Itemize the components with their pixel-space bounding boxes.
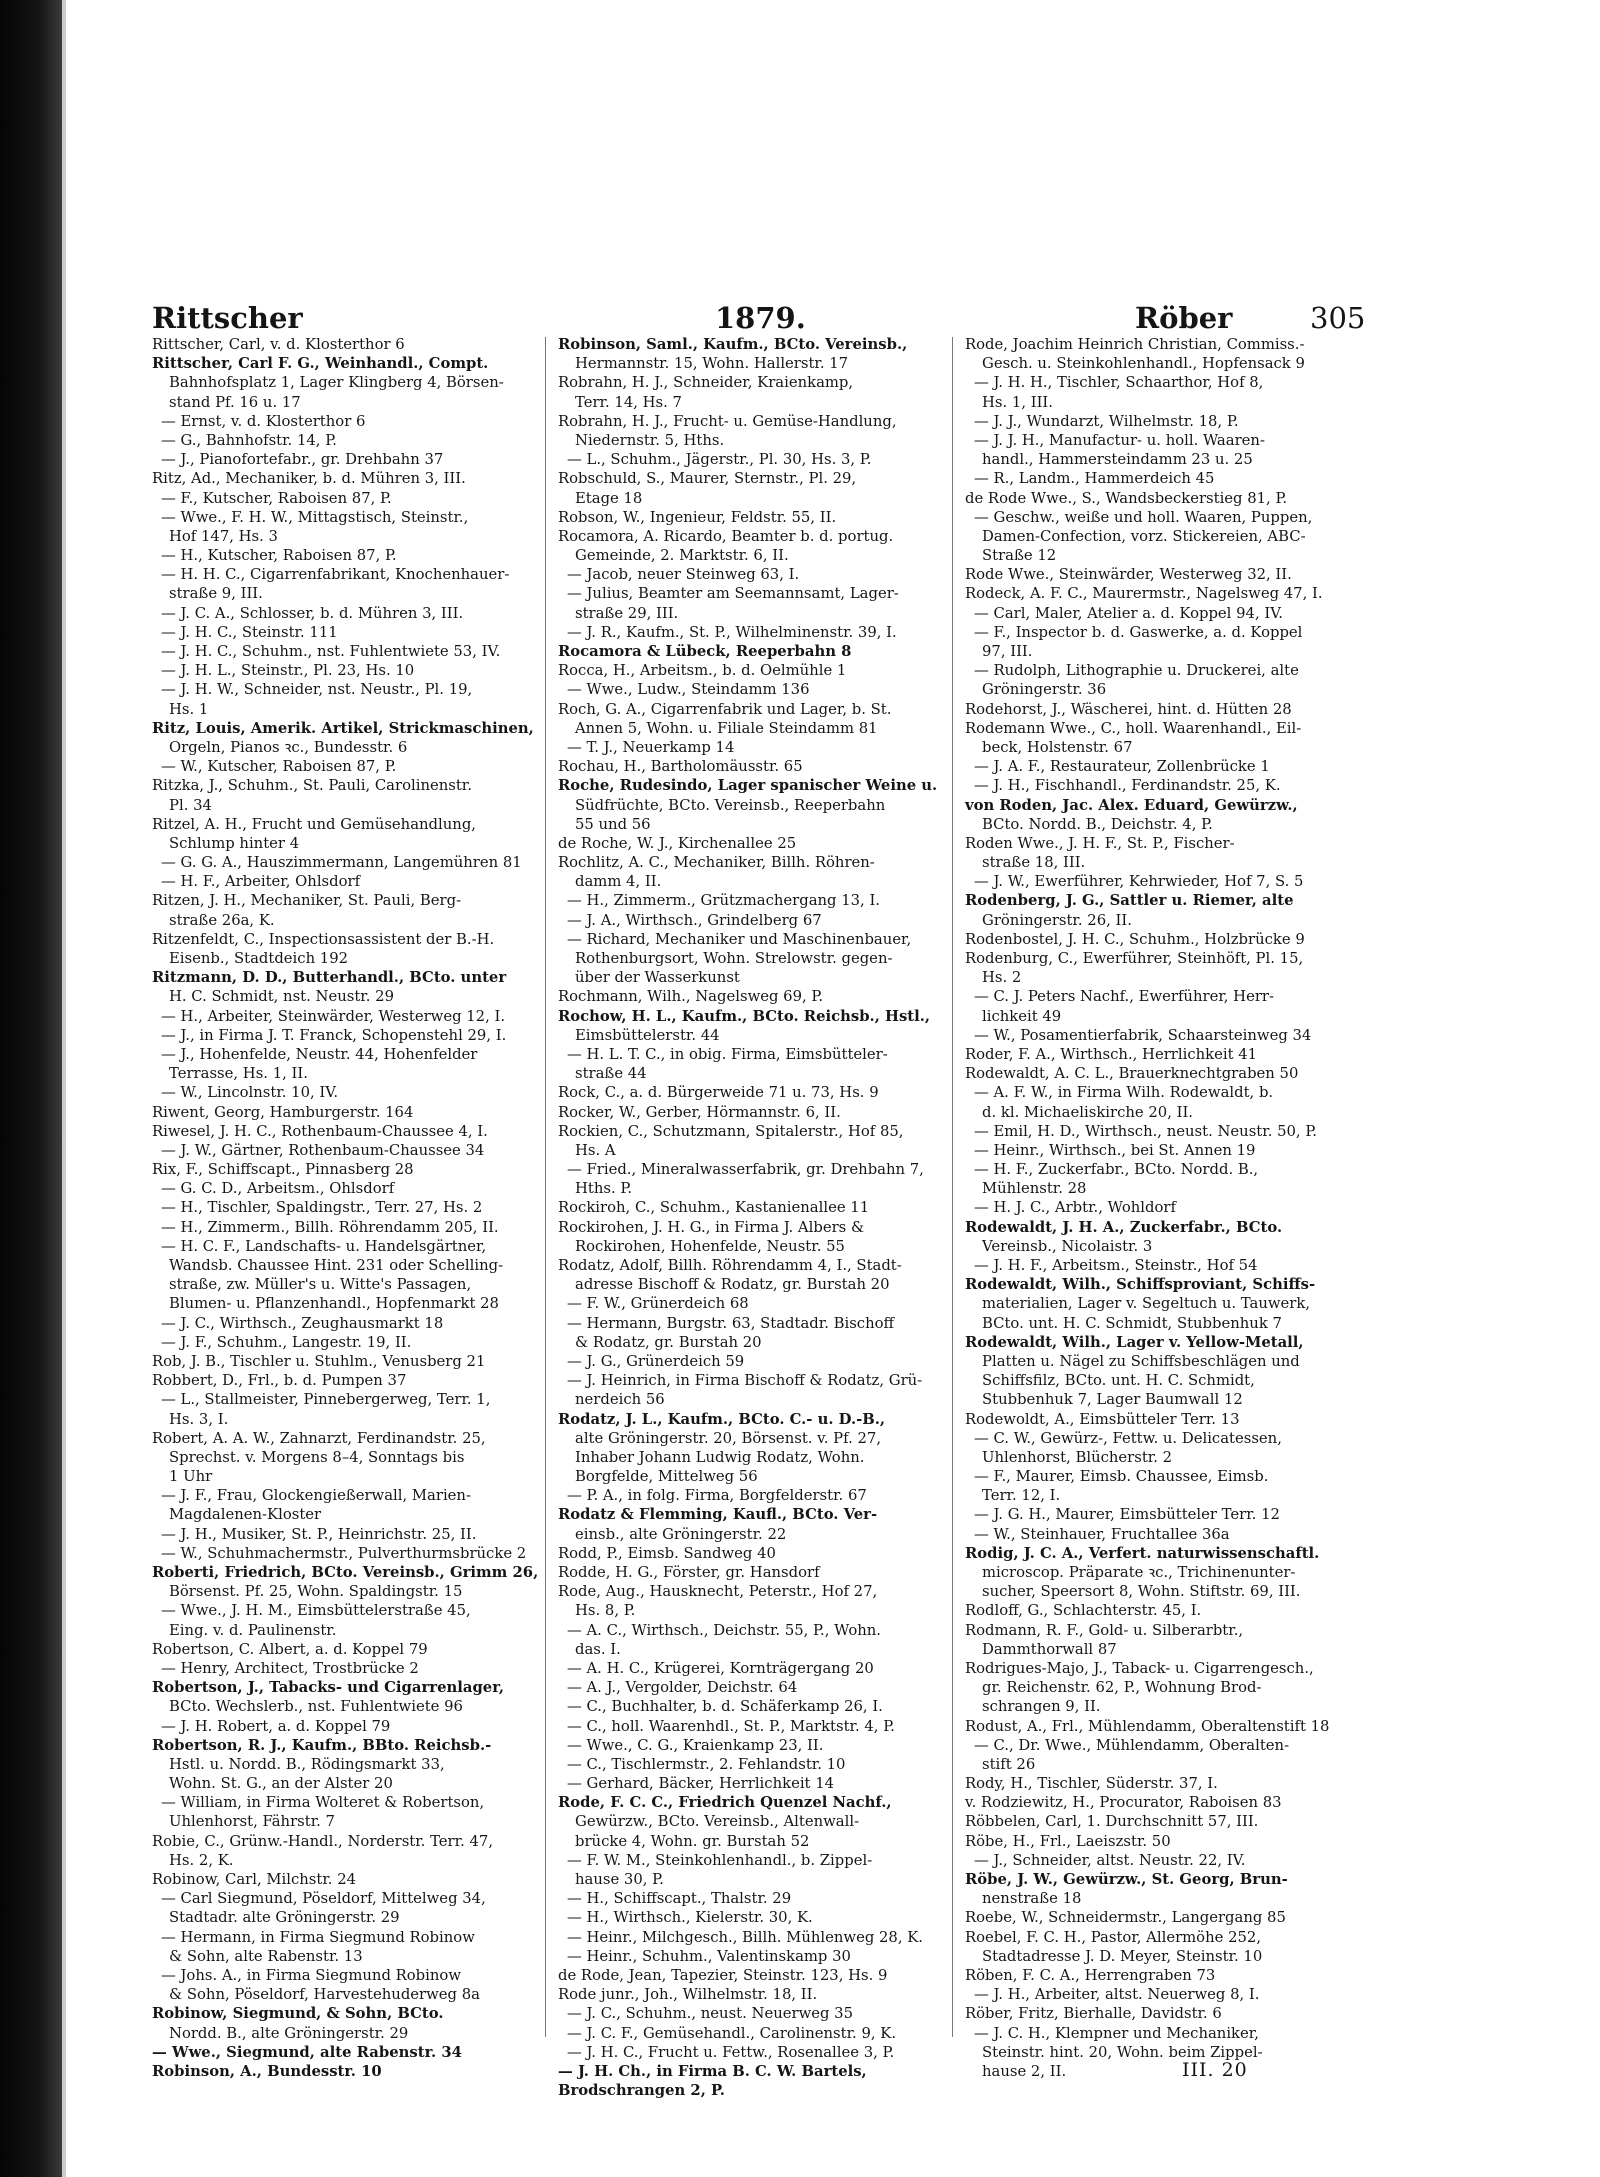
directory-entry-line: Gewürzw., BCto. Vereinsb., Altenwall- [575, 1813, 860, 1831]
directory-entry-line: — Heinr., Wirthsch., bei St. Annen 19 [974, 1141, 1256, 1159]
directory-entry-line: Schlump hinter 4 [169, 834, 300, 852]
directory-entry-line: — A. J., Vergolder, Deichstr. 64 [567, 1679, 798, 1697]
directory-column-2 [558, 335, 938, 2100]
directory-entry-line: Robinson, A., Bundesstr. 10 [152, 2062, 382, 2080]
directory-entry-line: — J. J., Wundarzt, Wilhelmstr. 18, P. [974, 412, 1239, 430]
directory-entry-line: Roder, F. A., Wirthsch., Herrlichkeit 41 [965, 1045, 1258, 1063]
directory-entry-line: — H., Arbeiter, Steinwärder, Westerweg 12, I. [161, 1007, 506, 1025]
directory-entry-line: — H., Zimmerm., Billh. Röhrendamm 205, II. [161, 1218, 499, 1236]
directory-entry-line: Rodrigues-Majo, J., Taback- u. Cigarrengesch., [965, 1659, 1314, 1677]
directory-entry-line: — G., Bahnhofstr. 14, P. [161, 431, 337, 449]
directory-entry-line: — H., Zimmerm., Grützmachergang 13, I. [567, 892, 881, 910]
directory-entry-line: — J. H. Ch., in Firma B. C. W. Bartels, [558, 2062, 867, 2080]
directory-entry-line: Robschuld, S., Maurer, Sternstr., Pl. 29, [558, 470, 857, 488]
column-divider [952, 337, 953, 2037]
directory-entry-line: straße 9, III. [169, 585, 263, 603]
directory-entry-line: — H., Schiffscapt., Thalstr. 29 [567, 1890, 792, 1908]
directory-entry-line: Platten u. Nägel zu Schiffsbeschlägen und [982, 1352, 1300, 1370]
directory-entry-line: Rodde, H. G., Förster, gr. Hansdorf [558, 1564, 820, 1581]
directory-entry-line: — C., Buchhalter, b. d. Schäferkamp 26, I. [567, 1698, 883, 1716]
directory-entry-line: schrangen 9, II. [982, 1698, 1101, 1716]
directory-entry-line: Robson, W., Ingenieur, Feldstr. 55, II. [558, 508, 837, 526]
directory-entry-line: gr. Reichenstr. 62, P., Wohnung Brod- [982, 1679, 1262, 1697]
directory-entry-line: — Wwe., F. H. W., Mittagstisch, Steinstr., [161, 508, 469, 526]
directory-entry-line: — W., Posamentierfabrik, Schaarsteinweg 34 [974, 1026, 1312, 1044]
directory-entry-line: — C., Dr. Wwe., Mühlendamm, Oberalten- [974, 1736, 1290, 1754]
directory-entry-line: Hs. 2 [982, 969, 1022, 987]
directory-entry-line: BCto. Nordd. B., Deichstr. 4, P. [982, 815, 1213, 833]
directory-entry-line: de Roche, W. J., Kirchenallee 25 [558, 834, 797, 852]
directory-entry-line: Bahnhofsplatz 1, Lager Klingberg 4, Börsen- [169, 374, 504, 392]
directory-entry-line: Rock, C., a. d. Bürgerweide 71 u. 73, Hs. 9 [558, 1084, 879, 1102]
directory-entry-line: handl., Hammersteindamm 23 u. 25 [982, 451, 1253, 469]
directory-entry-line: — J. C. H., Klempner und Mechaniker, [974, 2024, 1259, 2042]
directory-entry-line: nerdeich 56 [575, 1391, 665, 1409]
directory-entry-line: Röben, F. C. A., Herrengraben 73 [965, 1966, 1216, 1984]
printer-signature-mark: III. 20 [1182, 2059, 1248, 2081]
directory-entry-line: Hs. 1 [169, 700, 209, 718]
directory-entry-line: — H. F., Zuckerfabr., BCto. Nordd. B., [974, 1161, 1259, 1179]
directory-entry-line: Rochow, H. L., Kaufm., BCto. Reichsb., Hstl., [558, 1007, 931, 1025]
directory-entry-line: d. kl. Michaeliskirche 20, II. [982, 1103, 1194, 1121]
directory-entry-line: — Hermann, Burgstr. 63, Stadtadr. Bischoff [567, 1314, 895, 1332]
directory-page [140, 295, 1410, 2100]
directory-entry-line: Robie, C., Grünw.-Handl., Norderstr. Terr. 47, [152, 1832, 494, 1850]
directory-entry-line: Steinstr. hint. 20, Wohn. beim Zippel- [982, 2043, 1263, 2061]
directory-entry-line: hause 30, P. [575, 1871, 664, 1888]
directory-entry-line: Dammthorwall 87 [982, 1640, 1117, 1658]
directory-entry-line: Hths. P. [575, 1180, 633, 1198]
directory-entry-line: Rittscher, Carl, v. d. Klosterthor 6 [152, 336, 405, 353]
directory-entry-line: — J., Schneider, altst. Neustr. 22, IV. [974, 1851, 1246, 1869]
directory-entry-line: Terr. 14, Hs. 7 [575, 393, 682, 411]
directory-entry-line: Uhlenhorst, Fährstr. 7 [169, 1813, 335, 1831]
directory-entry-line: — F. W., Grünerdeich 68 [567, 1295, 749, 1313]
directory-entry-line: Rodeck, A. F. C., Maurermstr., Nagelsweg 47, I. [965, 585, 1323, 603]
directory-entry-line: Robinow, Carl, Milchstr. 24 [152, 1871, 357, 1888]
directory-entry-line: — A. C., Wirthsch., Deichstr. 55, P., Wohn. [567, 1621, 881, 1639]
directory-entry-line: microscop. Präparate ꝛc., Trichinenunter- [982, 1564, 1296, 1581]
directory-entry-line: — J. H. H., Tischler, Schaarthor, Hof 8, [974, 374, 1264, 392]
directory-entry-line: — C., holl. Waarenhdl., St. P., Marktstr. 4, P. [567, 1717, 895, 1735]
directory-entry-line: — Carl Siegmund, Pöseldorf, Mittelweg 34, [161, 1890, 486, 1908]
directory-entry-line: — J., Hohenfelde, Neustr. 44, Hohenfelder [161, 1045, 478, 1063]
binding-shadow [62, 0, 66, 2177]
directory-entry-line: — J. H., Arbeiter, altst. Neuerweg 8, I. [974, 1986, 1260, 2004]
directory-entry-line: materialien, Lager v. Segeltuch u. Tauwerk, [982, 1295, 1311, 1313]
directory-entry-line: Annen 5, Wohn. u. Filiale Steindamm 81 [575, 719, 878, 737]
running-head-left: Rittscher [152, 301, 303, 335]
directory-entry-line: Ritzmann, D. D., Butterhandl., BCto. unter [152, 969, 507, 987]
directory-entry-line: Hermannstr. 15, Wohn. Hallerstr. 17 [575, 355, 849, 373]
directory-entry-line: Rodehorst, J., Wäscherei, hint. d. Hütten 28 [965, 700, 1292, 718]
directory-entry-line: Rodemann Wwe., C., holl. Waarenhandl., Eil- [965, 719, 1302, 737]
directory-entry-line: Eimsbüttelerstr. 44 [575, 1026, 720, 1044]
directory-entry-line: beck, Holstenstr. 67 [982, 738, 1133, 756]
directory-entry-line: Südfrüchte, BCto. Vereinsb., Reeperbahn [575, 796, 886, 814]
directory-entry-line: Rodenberg, J. G., Sattler u. Riemer, alte [965, 892, 1294, 910]
directory-entry-line: Röbe, H., Frl., Laeiszstr. 50 [965, 1832, 1171, 1850]
directory-entry-line: — Fried., Mineralwasserfabrik, gr. Drehbahn 7, [567, 1161, 924, 1179]
directory-entry-line: Roberti, Friedrich, BCto. Vereinsb., Grimm 26, [152, 1564, 539, 1581]
directory-entry-line: Rocamora & Lübeck, Reeperbahn 8 [558, 643, 852, 660]
directory-entry-line: von Roden, Jac. Alex. Eduard, Gewürzw., [965, 796, 1298, 814]
directory-entry-line: über der Wasserkunst [575, 969, 740, 987]
directory-entry-line: Rocamora, A. Ricardo, Beamter b. d. portug. [558, 527, 894, 545]
directory-entry-line: Ritz, Louis, Amerik. Artikel, Strickmaschinen, [152, 719, 534, 737]
directory-entry-line: — Emil, H. D., Wirthsch., neust. Neustr. 50, P. [974, 1122, 1318, 1140]
directory-entry-line: Roche, Rudesindo, Lager spanischer Weine u. [558, 777, 938, 795]
directory-entry-line: lichkeit 49 [982, 1007, 1062, 1025]
directory-entry-line: Roebel, F. C. H., Pastor, Allermöhe 252, [965, 1928, 1262, 1946]
directory-entry-line: Straße 12 [982, 547, 1057, 565]
directory-entry-line: de Rode Wwe., S., Wandsbeckerstieg 81, P. [965, 489, 1288, 507]
directory-entry-line: Rothenburgsort, Wohn. Strelowstr. gegen- [575, 950, 893, 967]
directory-entry-line: straße 44 [575, 1065, 647, 1083]
directory-entry-line: Rockiroh, C., Schuhm., Kastanienallee 11 [558, 1199, 870, 1217]
directory-entry-line: Etage 18 [575, 489, 643, 507]
directory-entry-line: Hs. 2, K. [169, 1851, 234, 1869]
directory-entry-line: — Jacob, neuer Steinweg 63, I. [567, 566, 800, 584]
directory-entry-line: — Ernst, v. d. Klosterthor 6 [161, 412, 366, 430]
directory-entry-line: — J. A., Wirthsch., Grindelberg 67 [567, 911, 822, 929]
directory-entry-line: — J. W., Ewerführer, Kehrwieder, Hof 7, S. 5 [974, 873, 1304, 891]
directory-entry-line: straße 26a, K. [169, 911, 275, 929]
directory-entry-line: H. C. Schmidt, nst. Neustr. 29 [169, 988, 394, 1006]
directory-entry-line: Gemeinde, 2. Marktstr. 6, II. [575, 547, 789, 565]
directory-entry-line: — W., Steinhauer, Fruchtallee 36a [974, 1525, 1230, 1543]
directory-entry-line: nenstraße 18 [982, 1890, 1082, 1908]
directory-entry-line: Stubbenhuk 7, Lager Baumwall 12 [982, 1391, 1243, 1409]
directory-entry-line: Rode, Joachim Heinrich Christian, Commiss.- [965, 336, 1305, 353]
directory-entry-line: Hof 147, Hs. 3 [169, 527, 278, 545]
directory-entry-line: de Rode, Jean, Tapezier, Steinstr. 123, Hs. 9 [558, 1966, 888, 1984]
directory-entry-line: Röbbelen, Carl, 1. Durchschnitt 57, III. [965, 1813, 1259, 1831]
directory-entry-line: — J. C., Wirthsch., Zeughausmarkt 18 [161, 1314, 444, 1332]
directory-entry-line: hause 2, II. [982, 2062, 1067, 2080]
directory-entry-line: Robrahn, H. J., Schneider, Kraienkamp, [558, 374, 854, 392]
directory-entry-line: — Wwe., J. H. M., Eimsbüttelerstraße 45, [161, 1602, 471, 1620]
directory-entry-line: Borgfelde, Mittelweg 56 [575, 1468, 758, 1486]
directory-entry-line: 55 und 56 [575, 815, 651, 833]
directory-entry-line: Rodmann, R. F., Gold- u. Silberarbtr., [965, 1621, 1244, 1639]
directory-entry-line: — J. H. C., Frucht u. Fettw., Rosenallee 3, P. [567, 2043, 895, 2061]
directory-entry-line: v. Rodziewitz, H., Procurator, Raboisen 83 [965, 1794, 1282, 1812]
directory-entry-line: straße 18, III. [982, 854, 1086, 872]
directory-entry-line: — J. H. F., Arbeitsm., Steinstr., Hof 54 [974, 1257, 1258, 1274]
directory-entry-line: Riwent, Georg, Hamburgerstr. 164 [152, 1103, 414, 1121]
directory-entry-line: Nordd. B., alte Gröningerstr. 29 [169, 2024, 409, 2042]
directory-entry-line: — G. C. D., Arbeitsm., Ohlsdorf [161, 1180, 395, 1198]
directory-entry-line: Schiffsfilz, BCto. unt. H. C. Schmidt, [982, 1372, 1255, 1390]
directory-entry-line: — J., in Firma J. T. Franck, Schopenstehl 29, I. [161, 1026, 507, 1044]
directory-column-1 [152, 335, 539, 2080]
directory-entry-line: — Wwe., C. G., Kraienkamp 23, II. [567, 1736, 824, 1754]
directory-entry-line: — J. J. H., Manufactur- u. holl. Waaren- [974, 431, 1265, 449]
directory-entry-line: Ritzka, J., Schuhm., St. Pauli, Carolinenstr. [152, 777, 472, 795]
directory-entry-line: Rix, F., Schiffscapt., Pinnasberg 28 [152, 1161, 414, 1179]
directory-entry-line: — P. A., in folg. Firma, Borgfelderstr. 67 [567, 1487, 867, 1505]
directory-entry-line: Rodloff, G., Schlachterstr. 45, I. [965, 1602, 1202, 1620]
directory-entry-line: Rodig, J. C. A., Verfert. naturwissenschaftl. [965, 1544, 1320, 1562]
directory-entry-line: straße, zw. Müller's u. Witte's Passagen, [169, 1276, 472, 1294]
directory-entry-line: Robertson, J., Tabacks- und Cigarrenlager, [152, 1679, 505, 1697]
directory-entry-line: — Heinr., Milchgesch., Billh. Mühlenweg 28, K. [567, 1928, 923, 1946]
directory-entry-line: Damen-Confection, vorz. Stickereien, ABC- [982, 527, 1306, 545]
directory-entry-line: Robinow, Siegmund, & Sohn, BCto. [152, 2005, 444, 2023]
directory-entry-line: BCto. Wechslerb., nst. Fuhlentwiete 96 [169, 1698, 463, 1716]
directory-entry-line: — H. C. F., Landschafts- u. Handelsgärtner, [161, 1237, 487, 1255]
directory-entry-line: — F., Inspector b. d. Gaswerke, a. d. Koppel [974, 623, 1303, 641]
directory-entry-line: — J. R., Kaufm., St. P., Wilhelminenstr. 39, I. [567, 623, 897, 641]
directory-entry-line: Rodewaldt, J. H. A., Zuckerfabr., BCto. [965, 1218, 1283, 1236]
directory-entry-line: — Wwe., Siegmund, alte Rabenstr. 34 [152, 2043, 462, 2061]
directory-entry-line: Rochlitz, A. C., Mechaniker, Billh. Röhren- [558, 854, 875, 872]
directory-entry-line: Stadtadresse J. D. Meyer, Steinstr. 10 [982, 1947, 1263, 1965]
directory-entry-line: — J. H. Robert, a. d. Koppel 79 [161, 1717, 391, 1735]
directory-entry-line: — G. G. A., Hauszimmermann, Langemühren 81 [161, 854, 522, 872]
directory-entry-line: Hs. 3, I. [169, 1410, 229, 1428]
directory-entry-line: — Gerhard, Bäcker, Herrlichkeit 14 [567, 1775, 835, 1793]
directory-entry-line: — Wwe., Ludw., Steindamm 136 [567, 681, 810, 699]
directory-entry-line: — J. H., Fischhandl., Ferdinandstr. 25, K. [974, 777, 1281, 795]
directory-entry-line: Pl. 34 [169, 796, 212, 814]
directory-entry-line: — J., Pianofortefabr., gr. Drehbahn 37 [161, 451, 444, 469]
directory-entry-line: Rode, F. C. C., Friedrich Quenzel Nachf., [558, 1794, 892, 1812]
directory-entry-line: & Sohn, alte Rabenstr. 13 [169, 1947, 363, 1965]
directory-entry-line: — A. H. C., Krügerei, Kornträgergang 20 [567, 1659, 874, 1677]
directory-entry-line: Ritzel, A. H., Frucht und Gemüsehandlung, [152, 815, 476, 833]
directory-entry-line: — T. J., Neuerkamp 14 [567, 738, 735, 756]
directory-entry-line: — H., Tischler, Spaldingstr., Terr. 27, Hs. 2 [161, 1199, 483, 1217]
directory-entry-line: — H. J. C., Arbtr., Wohldorf [974, 1199, 1176, 1217]
directory-entry-line: Robinson, Saml., Kaufm., BCto. Vereinsb., [558, 336, 908, 353]
directory-entry-line: — H., Wirthsch., Kielerstr. 30, K. [567, 1909, 813, 1927]
directory-entry-line: sucher, Speersort 8, Wohn. Stiftstr. 69, III. [982, 1583, 1301, 1601]
directory-entry-line: straße 29, III. [575, 604, 679, 622]
directory-entry-line: Rodewoldt, A., Eimsbütteler Terr. 13 [965, 1410, 1240, 1428]
directory-entry-line: — Heinr., Schuhm., Valentinskamp 30 [567, 1947, 851, 1965]
directory-entry-line: — Hermann, in Firma Siegmund Robinow [161, 1928, 475, 1946]
directory-entry-line: Rockirohen, J. H. G., in Firma J. Albers & [558, 1218, 865, 1236]
directory-entry-line: BCto. unt. H. C. Schmidt, Stubbenhuk 7 [982, 1314, 1282, 1332]
directory-entry-line: — Henry, Architect, Trostbrücke 2 [161, 1659, 419, 1677]
directory-entry-line: Robbert, D., Frl., b. d. Pumpen 37 [152, 1372, 407, 1390]
running-head-year: 1879. [715, 301, 806, 335]
directory-entry-line: brücke 4, Wohn. gr. Burstah 52 [575, 1832, 810, 1850]
directory-entry-line: Gröningerstr. 26, II. [982, 911, 1132, 929]
directory-entry-line: Gröningerstr. 36 [982, 681, 1107, 699]
directory-entry-line: Ritzen, J. H., Mechaniker, St. Pauli, Berg- [152, 892, 462, 910]
directory-entry-line: Robrahn, H. J., Frucht- u. Gemüse-Handlung, [558, 412, 897, 430]
directory-entry-line: alte Gröningerstr. 20, Börsenst. v. Pf. 27, [575, 1429, 882, 1447]
directory-entry-line: — J. H. L., Steinstr., Pl. 23, Hs. 10 [161, 662, 415, 680]
directory-entry-line: Rodust, A., Frl., Mühlendamm, Oberaltenstift 18 [965, 1717, 1330, 1735]
directory-entry-line: Rode Wwe., Steinwärder, Westerweg 32, II. [965, 566, 1292, 584]
directory-entry-line: Stadtadr. alte Gröningerstr. 29 [169, 1909, 400, 1927]
directory-entry-line: Robert, A. A. W., Zahnarzt, Ferdinandstr. 25, [152, 1429, 486, 1447]
directory-entry-line: — J. C. A., Schlosser, b. d. Mühren 3, III. [161, 604, 464, 622]
directory-entry-line: — J. C. F., Gemüsehandl., Carolinenstr. 9, K. [567, 2024, 897, 2042]
directory-entry-line: — H., Kutscher, Raboisen 87, P. [161, 547, 397, 565]
directory-entry-line: — J. W., Gärtner, Rothenbaum-Chaussee 34 [161, 1141, 485, 1159]
directory-entry-line: Roden Wwe., J. H. F., St. P., Fischer- [965, 834, 1235, 852]
directory-entry-line: — J. H. W., Schneider, nst. Neustr., Pl. 19, [161, 681, 473, 699]
directory-entry-line: — Julius, Beamter am Seemannsamt, Lager- [567, 585, 899, 603]
directory-entry-line: — Richard, Mechaniker und Maschinenbauer, [567, 930, 912, 948]
directory-entry-line: — J. H., Musiker, St. P., Heinrichstr. 25, II. [161, 1525, 477, 1543]
directory-entry-line: Rocca, H., Arbeitsm., b. d. Oelmühle 1 [558, 662, 847, 680]
directory-entry-line: — J. H. C., Schuhm., nst. Fuhlentwiete 53, IV. [161, 643, 501, 660]
directory-entry-line: — W., Schuhmachermstr., Pulverthurmsbrücke 2 [161, 1544, 527, 1562]
directory-entry-line: & Rodatz, gr. Burstah 20 [575, 1333, 762, 1351]
running-head-right: Röber [1135, 301, 1233, 335]
directory-entry-line: — H. L. T. C., in obig. Firma, Eimsbütteler- [567, 1045, 888, 1063]
directory-entry-line: damm 4, II. [575, 873, 662, 891]
directory-entry-line: Rodenburg, C., Ewerführer, Steinhöft, Pl. 15, [965, 950, 1304, 967]
directory-entry-line: — C., Tischlermstr., 2. Fehlandstr. 10 [567, 1755, 846, 1773]
directory-entry-line: — H. F., Arbeiter, Ohlsdorf [161, 873, 361, 891]
directory-entry-line: Rocker, W., Gerber, Hörmannstr. 6, II. [558, 1103, 841, 1121]
directory-entry-line: Rode junr., Joh., Wilhelmstr. 18, II. [558, 1986, 818, 2004]
directory-entry-line: stift 26 [982, 1755, 1036, 1773]
directory-entry-line: Uhlenhorst, Blücherstr. 2 [982, 1448, 1173, 1466]
directory-entry-line: Rode, Aug., Hausknecht, Peterstr., Hof 27, [558, 1583, 878, 1601]
directory-entry-line: Gesch. u. Steinkohlenhandl., Hopfensack 9 [982, 355, 1305, 373]
directory-entry-line: — W., Lincolnstr. 10, IV. [161, 1084, 339, 1102]
directory-entry-line: Rodewaldt, Wilh., Lager v. Yellow-Metall, [965, 1333, 1304, 1351]
directory-entry-line: adresse Bischoff & Rodatz, gr. Burstah 20 [575, 1276, 890, 1294]
directory-entry-line: Terr. 12, I. [982, 1487, 1061, 1505]
directory-entry-line: Rockien, C., Schutzmann, Spitalerstr., Hof 85, [558, 1122, 904, 1140]
directory-entry-line: Rockirohen, Hohenfelde, Neustr. 55 [575, 1237, 845, 1255]
directory-entry-line: Sprechst. v. Morgens 8–4, Sonntags bis [169, 1448, 465, 1466]
directory-entry-line: — A. F. W., in Firma Wilh. Rodewaldt, b. [974, 1084, 1274, 1102]
directory-entry-line: Börsenst. Pf. 25, Wohn. Spaldingstr. 15 [169, 1583, 463, 1601]
directory-entry-line: Vereinsb., Nicolaistr. 3 [982, 1237, 1153, 1255]
directory-entry-line: Robertson, R. J., Kaufm., BBto. Reichsb.- [152, 1736, 492, 1754]
directory-entry-line: Rodatz, Adolf, Billh. Röhrendamm 4, I., Stadt- [558, 1257, 902, 1274]
column-divider [545, 337, 546, 2037]
directory-entry-line: Magdalenen-Kloster [169, 1506, 322, 1524]
directory-entry-line: — Geschw., weiße und holl. Waaren, Puppen, [974, 508, 1313, 526]
directory-entry-line: Riwesel, J. H. C., Rothenbaum-Chaussee 4, I. [152, 1122, 488, 1140]
directory-entry-line: Roch, G. A., Cigarrenfabrik und Lager, b. St. [558, 700, 892, 718]
directory-entry-line: Rodewaldt, A. C. L., Brauerknechtgraben 50 [965, 1065, 1299, 1083]
directory-entry-line: 97, III. [982, 643, 1033, 660]
directory-entry-line: Rochau, H., Bartholomäusstr. 65 [558, 758, 803, 776]
directory-entry-line: stand Pf. 16 u. 17 [169, 393, 301, 411]
directory-entry-line: Inhaber Johann Ludwig Rodatz, Wohn. [575, 1448, 865, 1466]
directory-entry-line: Hstl. u. Nordd. B., Rödingsmarkt 33, [169, 1755, 445, 1773]
directory-entry-line: — F. W. M., Steinkohlenhandl., b. Zippel- [567, 1851, 873, 1869]
directory-entry-line: Eisenb., Stadtdeich 192 [169, 950, 349, 967]
directory-entry-line: — C. W., Gewürz-, Fettw. u. Delicatessen, [974, 1429, 1282, 1447]
directory-entry-line: Wandsb. Chaussee Hint. 231 oder Schelling- [169, 1257, 504, 1274]
directory-entry-line: Rodatz, J. L., Kaufm., BCto. C.- u. D.-B., [558, 1410, 886, 1428]
directory-entry-line: Hs. A [575, 1141, 616, 1159]
directory-entry-line: Orgeln, Pianos ꝛc., Bundesstr. 6 [169, 738, 408, 756]
directory-entry-line: das. I. [575, 1640, 621, 1658]
directory-entry-line: — C. J. Peters Nachf., Ewerführer, Herr- [974, 988, 1274, 1006]
directory-entry-line: Brodschrangen 2, P. [558, 2082, 725, 2100]
directory-entry-line: Hs. 1, III. [982, 393, 1053, 411]
directory-entry-line: — J. Heinrich, in Firma Bischoff & Rodatz, Grü- [567, 1372, 923, 1390]
directory-entry-line: — William, in Firma Wolteret & Robertson, [161, 1794, 485, 1812]
directory-entry-line: Röbe, J. W., Gewürzw., St. Georg, Brun- [965, 1871, 1288, 1888]
directory-entry-line: — F., Kutscher, Raboisen 87, P. [161, 489, 392, 507]
directory-entry-line: — J. F., Schuhm., Langestr. 19, II. [161, 1333, 412, 1351]
directory-entry-line: Rob, J. B., Tischler u. Stuhlm., Venusberg 21 [152, 1352, 486, 1370]
directory-entry-line: & Sohn, Pöseldorf, Harvestehuderweg 8a [169, 1986, 480, 2004]
directory-entry-line: Rodd, P., Eimsb. Sandweg 40 [558, 1544, 776, 1562]
directory-entry-line: — J. H. C., Steinstr. 111 [161, 623, 338, 641]
directory-entry-line: Rodenbostel, J. H. C., Schuhm., Holzbrücke 9 [965, 930, 1305, 948]
directory-entry-line: Ritzenfeldt, C., Inspectionsassistent der B.-H. [152, 930, 495, 948]
directory-entry-line: — R., Landm., Hammerdeich 45 [974, 470, 1215, 488]
directory-entry-line: 1 Uhr [169, 1468, 213, 1486]
directory-entry-line: — J. A. F., Restaurateur, Zollenbrücke 1 [974, 758, 1270, 776]
directory-entry-line: — W., Kutscher, Raboisen 87, P. [161, 758, 397, 776]
directory-entry-line: Rittscher, Carl F. G., Weinhandl., Compt. [152, 355, 489, 373]
directory-entry-line: — L., Schuhm., Jägerstr., Pl. 30, Hs. 3, P. [567, 451, 872, 469]
directory-entry-line: — Carl, Maler, Atelier a. d. Koppel 94, IV. [974, 604, 1283, 622]
directory-entry-line: Ritz, Ad., Mechaniker, b. d. Mühren 3, III. [152, 470, 466, 488]
directory-entry-line: — J. F., Frau, Glockengießerwall, Marien- [161, 1487, 471, 1505]
directory-entry-line: Hs. 8, P. [575, 1602, 636, 1620]
directory-entry-line: Robertson, C. Albert, a. d. Koppel 79 [152, 1640, 428, 1658]
directory-entry-line: Rodewaldt, Wilh., Schiffsproviant, Schiffs- [965, 1276, 1316, 1294]
directory-entry-line: Terrasse, Hs. 1, II. [169, 1065, 308, 1083]
directory-entry-line: — J. G., Grünerdeich 59 [567, 1352, 745, 1370]
page-number: 305 [1310, 301, 1366, 335]
directory-entry-line: — Rudolph, Lithographie u. Druckerei, alte [974, 662, 1299, 680]
directory-entry-line: Rochmann, Wilh., Nagelsweg 69, P. [558, 988, 824, 1006]
directory-entry-line: — H. H. C., Cigarrenfabrikant, Knochenhauer- [161, 566, 510, 584]
directory-entry-line: Rodatz & Flemming, Kaufl., BCto. Ver- [558, 1506, 878, 1524]
directory-entry-line: — F., Maurer, Eimsb. Chaussee, Eimsb. [974, 1468, 1269, 1486]
directory-entry-line: — Johs. A., in Firma Siegmund Robinow [161, 1966, 461, 1984]
directory-entry-line: Roebe, W., Schneidermstr., Langergang 85 [965, 1909, 1286, 1927]
book-binding-edge [0, 0, 62, 2177]
directory-entry-line: Wohn. St. G., an der Alster 20 [169, 1775, 393, 1793]
directory-entry-line: Röber, Fritz, Bierhalle, Davidstr. 6 [965, 2005, 1222, 2023]
directory-entry-line: Blumen- u. Pflanzenhandl., Hopfenmarkt 28 [169, 1295, 499, 1313]
directory-entry-line: einsb., alte Gröningerstr. 22 [575, 1525, 787, 1543]
directory-entry-line: Rody, H., Tischler, Süderstr. 37, I. [965, 1775, 1218, 1793]
directory-entry-line: — L., Stallmeister, Pinnebergerweg, Terr. 1, [161, 1391, 491, 1409]
directory-entry-line: Niedernstr. 5, Hths. [575, 431, 725, 449]
directory-entry-line: — J. C., Schuhm., neust. Neuerweg 35 [567, 2005, 854, 2023]
directory-entry-line: Mühlenstr. 28 [982, 1180, 1087, 1198]
directory-entry-line: — J. G. H., Maurer, Eimsbütteler Terr. 12 [974, 1506, 1280, 1524]
directory-entry-line: Eing. v. d. Paulinenstr. [169, 1621, 337, 1639]
